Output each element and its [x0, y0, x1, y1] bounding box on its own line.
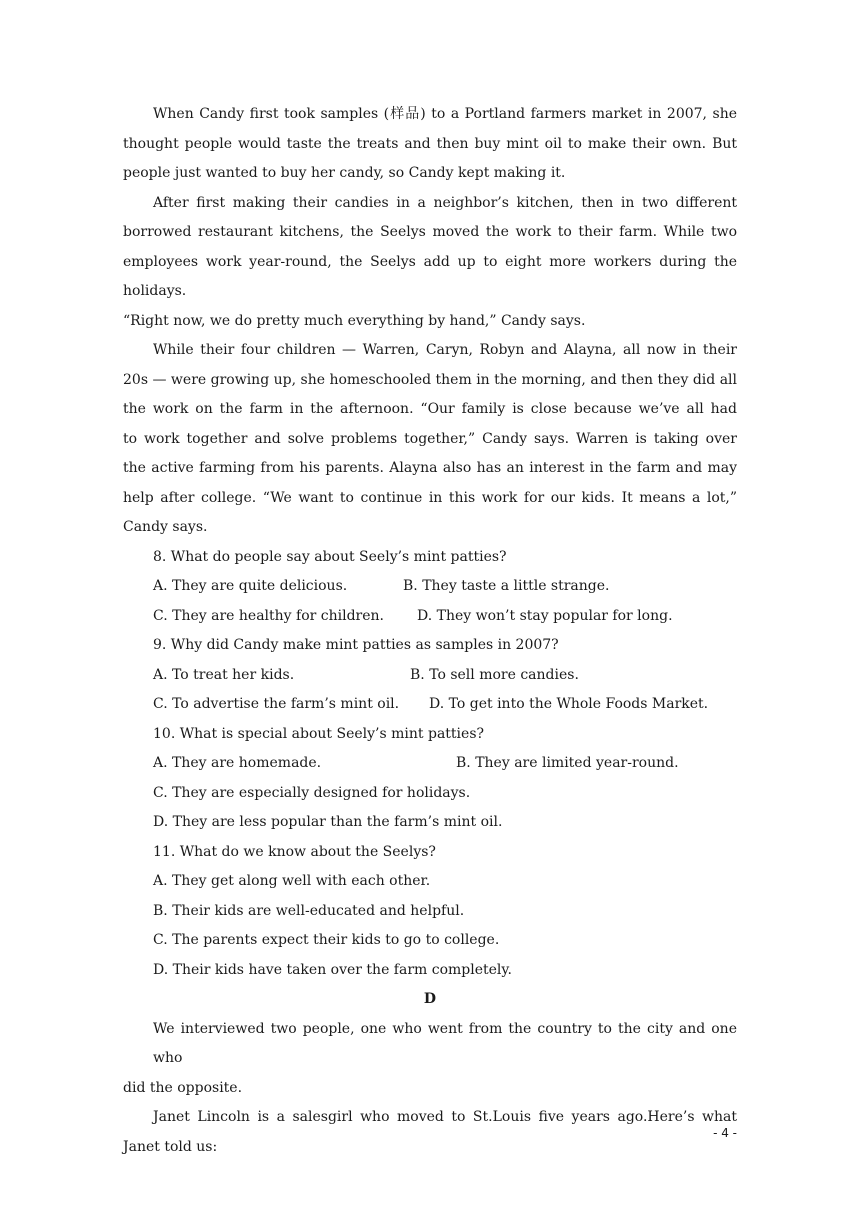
text-line: Janet told us:	[123, 1138, 218, 1155]
option-c: C. To advertise the farm’s mint oil.	[153, 696, 400, 712]
option-d: D. To get into the Whole Foods Market.	[429, 696, 709, 712]
question-10	[123, 720, 737, 838]
options-row	[123, 572, 737, 602]
option-d: D. Their kids have taken over the farm completely.	[153, 961, 512, 978]
option-c: C. They are especially designed for holidays.	[153, 784, 471, 801]
text-line: We interviewed two people, one who went from the country to the city and one who	[153, 1020, 737, 1066]
text-line: After first making their candies in a neighbor’s kitchen, then in two different	[153, 194, 737, 211]
text-line: the work on the farm in the afternoon. “Our family is close because we’ve all had	[123, 401, 737, 417]
text-line: the active farming from his parents. Alayna also has an interest in the farm and may	[123, 460, 737, 476]
page-number: - 4 -	[713, 1126, 737, 1140]
option-a: A. They are quite delicious.	[153, 578, 348, 594]
section-d-paragraph-2	[123, 1103, 737, 1162]
question-stem: 8. What do people say about Seely’s mint patties?	[153, 548, 507, 565]
text-line: When Candy first took samples (样品) to a Portland farmers market in 2007, she	[153, 106, 737, 122]
option-b: B. Their kids are well-educated and helpful.	[153, 902, 465, 919]
option-a: A. To treat her kids.	[153, 666, 295, 683]
text-line: help after college. “We want to continue in this work for our kids. It means a lot,”	[123, 489, 737, 506]
section-d-paragraph-1	[123, 1015, 737, 1104]
option-d: D. They are less popular than the farm’s mint oil.	[153, 814, 503, 830]
option-d: D. They won’t stay popular for long.	[417, 607, 673, 624]
text-line: While their four children — Warren, Caryn, Robyn and Alayna, all now in their	[153, 342, 737, 358]
text-line: “Right now, we do pretty much everything by hand,” Candy says.	[123, 312, 586, 329]
option-b: B. They taste a little strange.	[403, 578, 610, 594]
question-9	[123, 631, 737, 720]
text-line: borrowed restaurant kitchens, the Seelys moved the work to their farm. While two	[123, 224, 737, 240]
options-row	[123, 661, 737, 691]
question-stem: 9. Why did Candy make mint patties as samples in 2007?	[153, 637, 559, 653]
question-stem: 10. What is special about Seely’s mint patties?	[153, 725, 485, 742]
text-line: did the opposite.	[123, 1079, 243, 1096]
option-c: C. The parents expect their kids to go to college.	[153, 932, 500, 948]
text-line: Janet Lincoln is a salesgirl who moved to St.Louis five years ago.Here’s what	[153, 1109, 737, 1125]
option-b: B. To sell more candies.	[410, 666, 579, 683]
question-8	[123, 543, 737, 632]
question-11	[123, 838, 737, 986]
section-heading: D	[423, 991, 437, 1007]
options-row	[123, 749, 737, 779]
option-a: A. They are homemade.	[153, 755, 322, 771]
option-a: A. They get along well with each other.	[153, 873, 431, 889]
paragraph-1	[123, 100, 737, 189]
question-stem: 11. What do we know about the Seelys?	[153, 843, 436, 860]
paragraph-2	[123, 189, 737, 337]
option-c: C. They are healthy for children.	[153, 607, 384, 624]
paragraph-3	[123, 336, 737, 543]
text-line: people just wanted to buy her candy, so Candy kept making it.	[123, 165, 566, 181]
options-row	[123, 690, 737, 720]
option-b: B. They are limited year-round.	[456, 755, 679, 771]
text-line: Candy says.	[123, 519, 208, 535]
options-row	[123, 602, 737, 632]
text-line: 20s — were growing up, she homeschooled them in the morning, and then they did all	[123, 371, 737, 388]
text-line: thought people would taste the treats and then buy mint oil to make their own. But	[123, 135, 737, 152]
text-line: employees work year-round, the Seelys add up to eight more workers during the holidays.	[123, 253, 737, 299]
text-line: to work together and solve problems together,” Candy says. Warren is taking over	[123, 430, 737, 447]
